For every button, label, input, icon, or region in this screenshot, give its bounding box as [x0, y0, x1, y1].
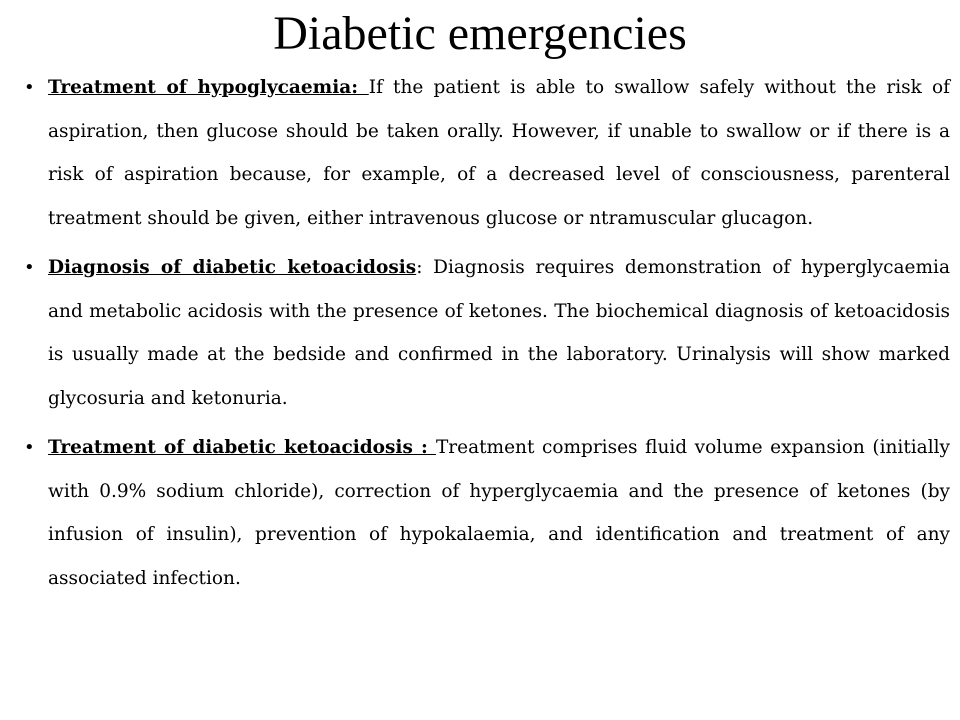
slide-title: Diabetic emergencies [273, 7, 687, 60]
bullet-text: Treatment comprises fluid volume expansion (initially with 0.9% sodium chloride), correction of hyperglycaemia and the presence of ketones (by infusion of insulin), prevention of hypokalaemia, and identification and treatment of any associated infection. [48, 437, 950, 589]
bullet-glyph: • [24, 257, 35, 278]
bullet-term: Treatment of hypoglycaemia: [48, 77, 369, 98]
bullet-glyph: • [24, 77, 35, 98]
bullet-text: If the patient is able to swallow safely without the risk of aspiration, then glucose should be taken orally. However, if unable to swallow or if there is a risk of aspiration because, for example, of a decreased level of consciousness, parenteral treatment should be given, either intravenous glucose or ntramuscular glucagon. [48, 77, 950, 229]
bullet-term: Treatment of diabetic ketoacidosis : [48, 437, 436, 458]
bullet-item [0, 426, 960, 600]
bullet-term: Diagnosis of diabetic ketoacidosis [48, 257, 417, 278]
bullet-glyph: • [24, 437, 35, 458]
bullet-list [0, 66, 960, 606]
bullet-text: : Diagnosis requires demonstration of hyperglycaemia and metabolic acidosis with the presence of ketones. The biochemical diagnosis of ketoacidosis is usually made at the bedside and confirmed in the laboratory. Urinalysis will show marked glycosuria and ketonuria. [48, 257, 950, 409]
bullet-item [0, 246, 960, 420]
bullet-item [0, 66, 960, 240]
